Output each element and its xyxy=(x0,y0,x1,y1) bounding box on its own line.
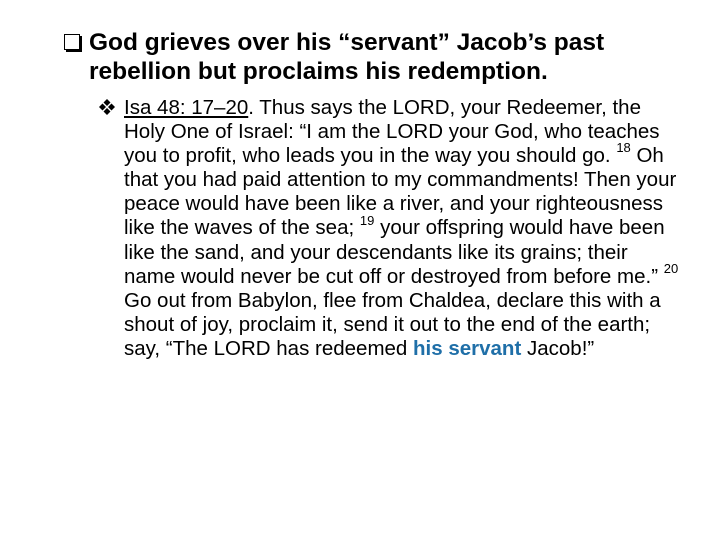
passage-text-2: Oh that you had paid attention to my commandments! Then your peace would have been like a river, and your righteousness like the waves of the sea; xyxy=(124,144,677,240)
highlighted-phrase: his servant xyxy=(413,336,522,360)
passage-text-4: Go out from Babylon, flee from Chaldea, declare this with a shout of joy, proclaim it, send it out to the end of the earth; say, “The LORD has redeemed xyxy=(124,288,661,360)
verse-number-19: 19 xyxy=(359,212,375,228)
verse-number-18: 18 xyxy=(616,140,631,156)
passage-text-5: Jacob!” xyxy=(526,336,595,360)
four-diamond-bullet-icon xyxy=(98,98,116,116)
sub-bullet-point xyxy=(98,96,698,361)
scripture-passage xyxy=(124,96,684,361)
passage-text-3: your offspring would have been like the sand, and your descendants like its grains; their name would never be cut off or destroyed from before me.” xyxy=(124,216,665,288)
verse-number-20: 20 xyxy=(663,260,679,276)
scripture-reference: Isa 48: 17–20 xyxy=(124,96,249,119)
square-bullet-icon xyxy=(64,34,80,50)
bullet-point-text: God grieves over his “servant” Jacob’s past rebellion but proclaims his redemption. xyxy=(89,29,605,85)
passage-text-1: . Thus says the LORD, your Redeemer, the Holy One of Israel: “I am the LORD your God, who teaches you to profit, who leads you in the way you should go. xyxy=(124,96,660,168)
bullet-point xyxy=(64,28,704,86)
